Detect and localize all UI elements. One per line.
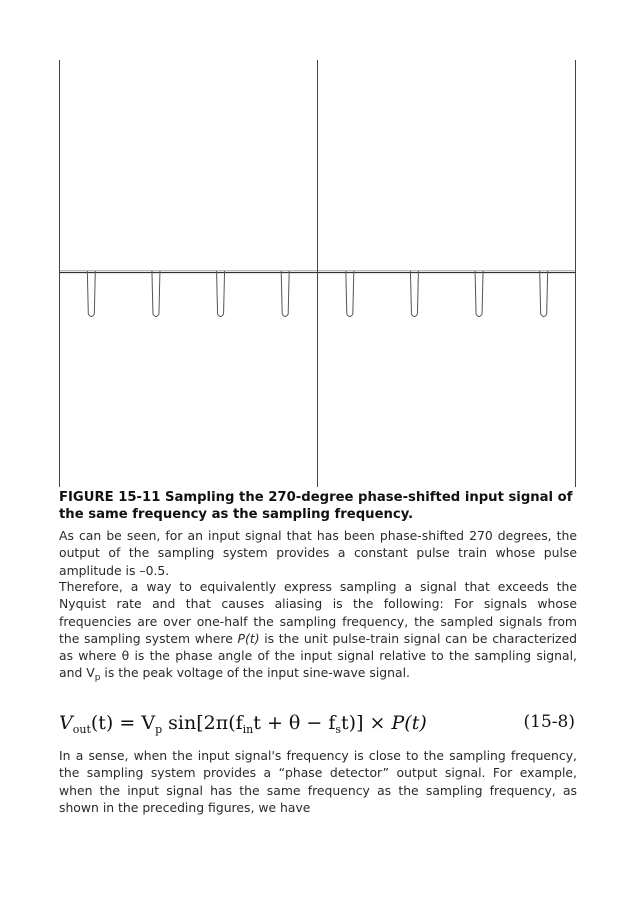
- sampled-pulse: [540, 271, 548, 317]
- paragraph-2-part-c: is the peak voltage of the input sine-wave signal.: [100, 665, 410, 681]
- paragraph-2-pt: P(t): [237, 630, 260, 646]
- figure-caption-text: Sampling the 270-degree phase-shifted input signal of the same frequency as the sampling frequency.: [59, 490, 573, 522]
- sampled-pulse: [346, 271, 354, 317]
- sampled-pulse: [281, 271, 289, 317]
- eq-lhs-rest: (t) = V: [90, 712, 156, 734]
- eq-vout: V: [59, 712, 73, 734]
- eq-out-sub: out: [72, 723, 91, 736]
- sampled-pulse: [410, 271, 418, 317]
- sampled-pulse: [87, 271, 95, 317]
- sampled-pulse: [475, 271, 483, 317]
- figure-caption: [59, 489, 577, 523]
- eq-fin-sub: in: [242, 723, 254, 736]
- equation-number: (15-8): [523, 712, 575, 732]
- paragraph-1: As can be seen, for an input signal that has been phase-shifted 270 degrees, the output of the sampling system provides a constant pulse train whose pulse amplitude is –0.5.: [59, 528, 577, 578]
- eq-mid: t + θ − f: [253, 712, 336, 734]
- equation-15-8: [59, 710, 577, 736]
- eq-sin-part: sin[2π(f: [162, 712, 243, 734]
- paragraph-2: [59, 578, 577, 688]
- paragraph-3: In a sense, when the input signal's frequency is close to the sampling frequency, the sampling system provides a “phase detector” output signal. For example, when the input signal has the same frequency as the sampling frequency, as shown in the preceding figures, we have: [59, 748, 577, 815]
- figure-label: FIGURE 15-11: [59, 490, 161, 505]
- equation-body: [59, 712, 427, 736]
- eq-vp-sub: p: [155, 723, 163, 736]
- paragraph-2-part-b: is the unit pulse-train signal can be characterized as where θ is the phase angle of the input signal relative to the sampling signal, and V: [59, 630, 577, 681]
- paragraph-2-sub: p: [94, 673, 101, 684]
- eq-tail: t)] ×: [341, 712, 392, 734]
- sampled-pulse: [152, 271, 160, 317]
- eq-pt: P(t): [391, 712, 427, 734]
- sampled-pulse: [217, 271, 225, 317]
- paragraph-2-part-a: Therefore, a way to equivalently express sampling a signal that exceeds the Nyquist rate and that causes aliasing is the following: For signals whose frequencies are over one-half the sampling frequency, the sampled signals from the sampling system where: [59, 579, 577, 646]
- eq-fs-sub: s: [335, 723, 342, 736]
